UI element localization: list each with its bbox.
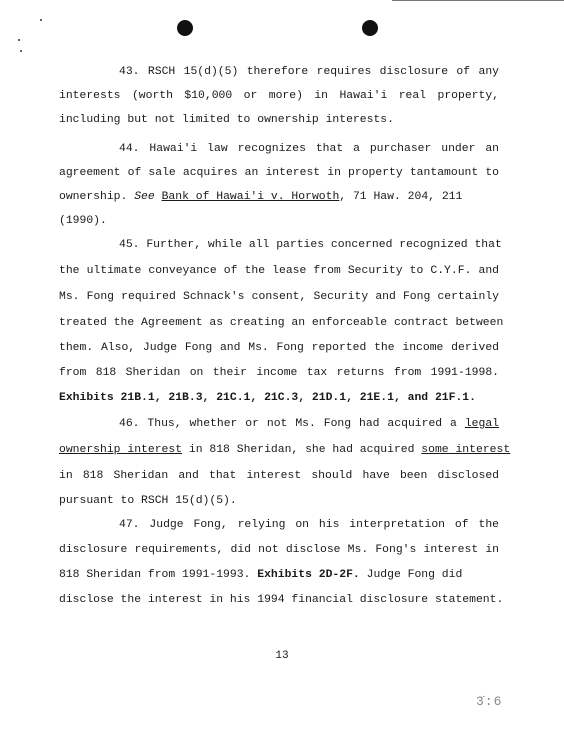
para-43-line-2: interests (worth $10,000 or more) in Hawai'i real property, [59, 90, 499, 102]
para-47-line-4: disclose the interest in his 1994 financial disclosure statement. [59, 594, 504, 606]
para-47-line-1: 47. Judge Fong, relying on his interpretation of the [119, 519, 499, 531]
case-name-link: Bank of Hawai'i v. Horwoth [161, 191, 340, 203]
bates-stamp: 3̇:6 [476, 694, 503, 709]
para-46-line-4: pursuant to RSCH 15(d)(5). [59, 495, 237, 507]
para-43-line-3: including but not limited to ownership interests. [59, 114, 394, 126]
para-45-line-5: them. Also, Judge Fong and Ms. Fong reported the income derived [59, 342, 499, 354]
para-44-line-3: ownership. See Bank of Hawai'i v. Horwoth, 71 Haw. 204, 211 [59, 191, 463, 203]
underlined-term: ownership interest [59, 444, 183, 456]
scan-edge-line [392, 0, 564, 1]
para-45-line-1: 45. Further, while all parties concerned recognized that [119, 239, 502, 251]
exhibits-reference: Exhibits 21B.1, 21B.3, 21C.1, 21C.3, 21D.1, 21E.1, and 21F.1. [59, 392, 476, 404]
exhibits-reference: Exhibits 2D-2F. [257, 569, 360, 581]
para-45-line-3: Ms. Fong required Schnack's consent, Security and Fong certainly [59, 291, 499, 303]
para-46-line-3: in 818 Sheridan and that interest should have been disclosed [59, 470, 499, 482]
para-45-line-2: the ultimate conveyance of the lease from Security to C.Y.F. and [59, 265, 499, 277]
para-47-line-3: 818 Sheridan from 1991-1993. Exhibits 2D-2F. Judge Fong did [59, 569, 463, 581]
para-47-line-2: disclosure requirements, did not disclose Ms. Fong's interest in [59, 544, 499, 556]
scan-speck [40, 19, 42, 21]
para-45-line-6: from 818 Sheridan on their income tax returns from 1991-1998. [59, 367, 499, 379]
para-46-line-2: ownership interest in 818 Sheridan, she had acquired some interest [59, 444, 511, 456]
underlined-term: some interest [421, 444, 511, 456]
page-number: 13 [275, 650, 289, 662]
para-44-line-1: 44. Hawai'i law recognizes that a purchaser under an [119, 143, 499, 155]
para-44-line-4: (1990). [59, 215, 107, 227]
scan-speck [18, 39, 20, 41]
para-46-line-1: 46. Thus, whether or not Ms. Fong had acquired a legal [119, 418, 499, 430]
binder-hole-left [177, 20, 193, 36]
citation-signal: See [134, 191, 155, 203]
underlined-term: legal [464, 418, 499, 430]
para-45-line-4: treated the Agreement as creating an enforceable contract between [59, 317, 504, 329]
para-43-line-1: 43. RSCH 15(d)(5) therefore requires disclosure of any [119, 66, 499, 78]
para-44-line-2: agreement of sale acquires an interest in property tantamount to [59, 167, 499, 179]
scan-speck [20, 50, 22, 52]
binder-hole-right [362, 20, 378, 36]
